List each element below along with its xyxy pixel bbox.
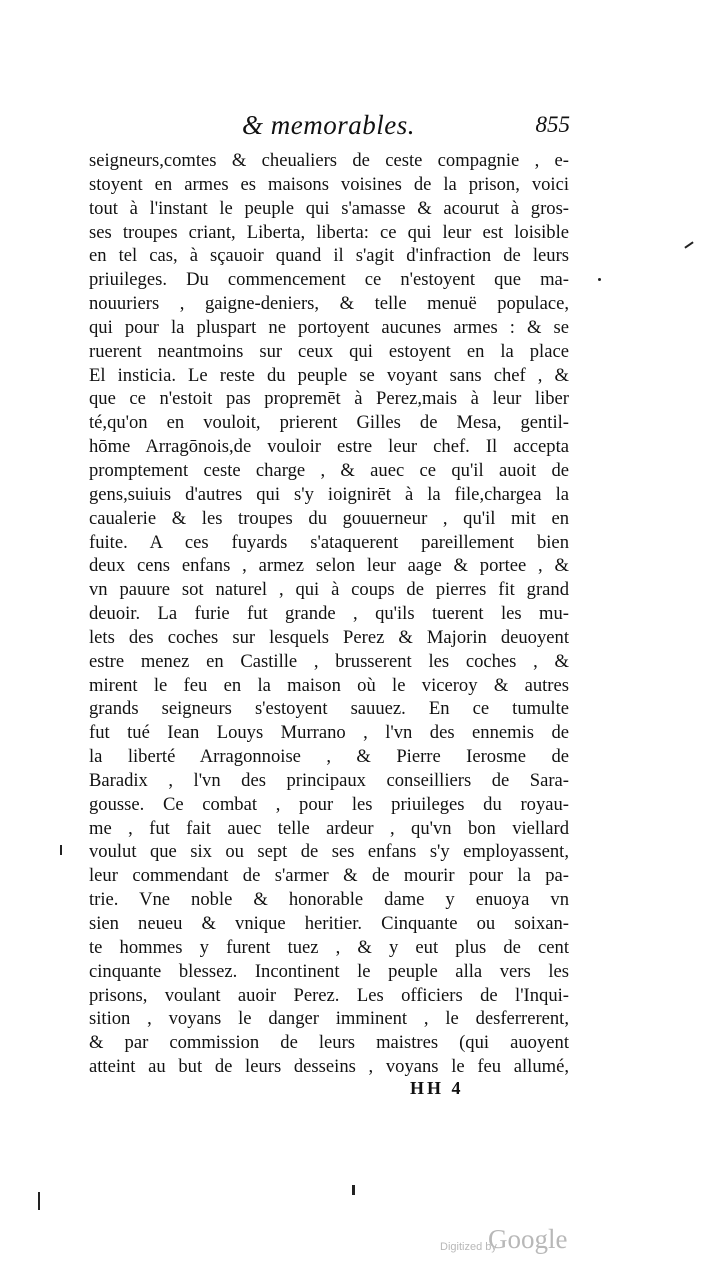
text-line: caualerie & les troupes du gouuerneur , qu'il mit en bbox=[89, 507, 569, 529]
digitized-footer bbox=[440, 1226, 580, 1260]
text-line: seigneurs,comtes & cheualiers de ceste compagnie , e- bbox=[89, 150, 569, 171]
running-title: & memorables. bbox=[242, 110, 415, 140]
text-line: que ce n'estoit pas propremēt à Perez,mais à leur liber bbox=[89, 388, 569, 410]
text-line: ruerent neantmoins sur ceux qui estoyent en la place bbox=[89, 340, 569, 362]
text-line: trie. Vne noble & honorable dame y enuoya vn bbox=[89, 889, 569, 911]
text-line: leur commendant de s'armer & de mourir pour la pa- bbox=[89, 865, 569, 887]
text-line: sition , voyans le danger imminent , le desferrerent, bbox=[89, 1008, 569, 1030]
text-line: deuoir. La furie fut grande , qu'ils tuerent les mu- bbox=[89, 603, 569, 625]
scan-mark bbox=[38, 1192, 40, 1210]
scan-mark bbox=[60, 845, 62, 855]
body-text bbox=[89, 149, 569, 1079]
text-line: grands seigneurs s'estoyent sauuez. En ce tumulte bbox=[89, 698, 569, 720]
text-line: prisons, voulant auoir Perez. Les officiers de l'Inqui- bbox=[89, 984, 569, 1006]
text-line: gens,suiuis d'autres qui s'y ioignirēt à la file,chargea la bbox=[89, 483, 569, 505]
scan-mark bbox=[598, 278, 601, 281]
text-line: té,qu'on en vouloit, prierent Gilles de Mesa, gentil- bbox=[89, 412, 569, 434]
text-line: mirent le feu en la maison où le viceroy & autres bbox=[89, 674, 569, 696]
text-line: priuileges. Du commencement ce n'estoyent que ma- bbox=[89, 269, 569, 291]
text-line: lets des coches sur lesquels Perez & Majorin deuoyent bbox=[89, 626, 569, 648]
text-line: atteint au but de leurs desseins , voyans le feu allumé, bbox=[89, 1056, 569, 1078]
text-line: vn pauure sot naturel , qui à coups de pierres fit grand bbox=[89, 579, 569, 601]
signature-mark: HH 4 bbox=[410, 1078, 464, 1098]
text-line: fuite. A ces fuyards s'ataquerent pareillement bien bbox=[89, 531, 569, 553]
page-header bbox=[230, 110, 570, 146]
digitized-label: Digitized by bbox=[440, 1241, 497, 1253]
text-line: tout à l'instant le peuple qui s'amasse & acourut à gros- bbox=[89, 197, 569, 219]
text-line: en tel cas, à sçauoir quand il s'agit d'infraction de leurs bbox=[89, 245, 569, 267]
text-line: gousse. Ce combat , pour les priuileges du royau- bbox=[89, 793, 569, 815]
page-number: 855 bbox=[535, 112, 570, 137]
text-line: sien neueu & vnique heritier. Cinquante ou soixan- bbox=[89, 913, 569, 934]
text-line: Baradix , l'vn des principaux conseilliers de Sara- bbox=[89, 769, 569, 791]
scan-mark bbox=[684, 241, 693, 248]
text-line: la liberté Arragonnoise , & Pierre Ierosme de bbox=[89, 746, 569, 768]
text-line: stoyent en armes es maisons voisines de la prison, voici bbox=[89, 173, 569, 195]
text-line: ses troupes criant, Liberta, liberta: ce qui leur est loisible bbox=[89, 221, 569, 243]
text-line: deux cens enfans , armez selon leur aage & portee , & bbox=[89, 555, 569, 577]
text-line: te hommes y furent tuez , & y eut plus de cent bbox=[89, 936, 569, 958]
text-line: promptement ceste charge , & auec ce qu'il auoit de bbox=[89, 459, 569, 481]
text-line: voulut que six ou sept de ses enfans s'y employassent, bbox=[89, 841, 569, 863]
text-line: fut tué Iean Louys Murrano , l'vn des ennemis de bbox=[89, 722, 569, 744]
text-line: nouuriers , gaigne-deniers, & telle menuë populace, bbox=[89, 293, 569, 315]
text-line: estre menez en Castille , brusserent les coches , & bbox=[89, 650, 569, 672]
scan-mark bbox=[352, 1185, 355, 1195]
text-line: me , fut fait auec telle ardeur , qu'vn bon viellard bbox=[89, 817, 569, 839]
text-line: hōme Arragōnois,de vouloir estre leur chef. Il accepta bbox=[89, 436, 569, 458]
text-line: cinquante blessez. Incontinent le peuple alla vers les bbox=[89, 960, 569, 982]
text-line: qui pour la pluspart ne portoyent aucunes armes : & se bbox=[89, 316, 569, 338]
text-line: & par commission de leurs maistres (qui auoyent bbox=[89, 1032, 569, 1054]
google-logo: Google bbox=[488, 1224, 568, 1254]
text-line: El insticia. Le reste du peuple se voyant sans chef , & bbox=[89, 364, 569, 386]
